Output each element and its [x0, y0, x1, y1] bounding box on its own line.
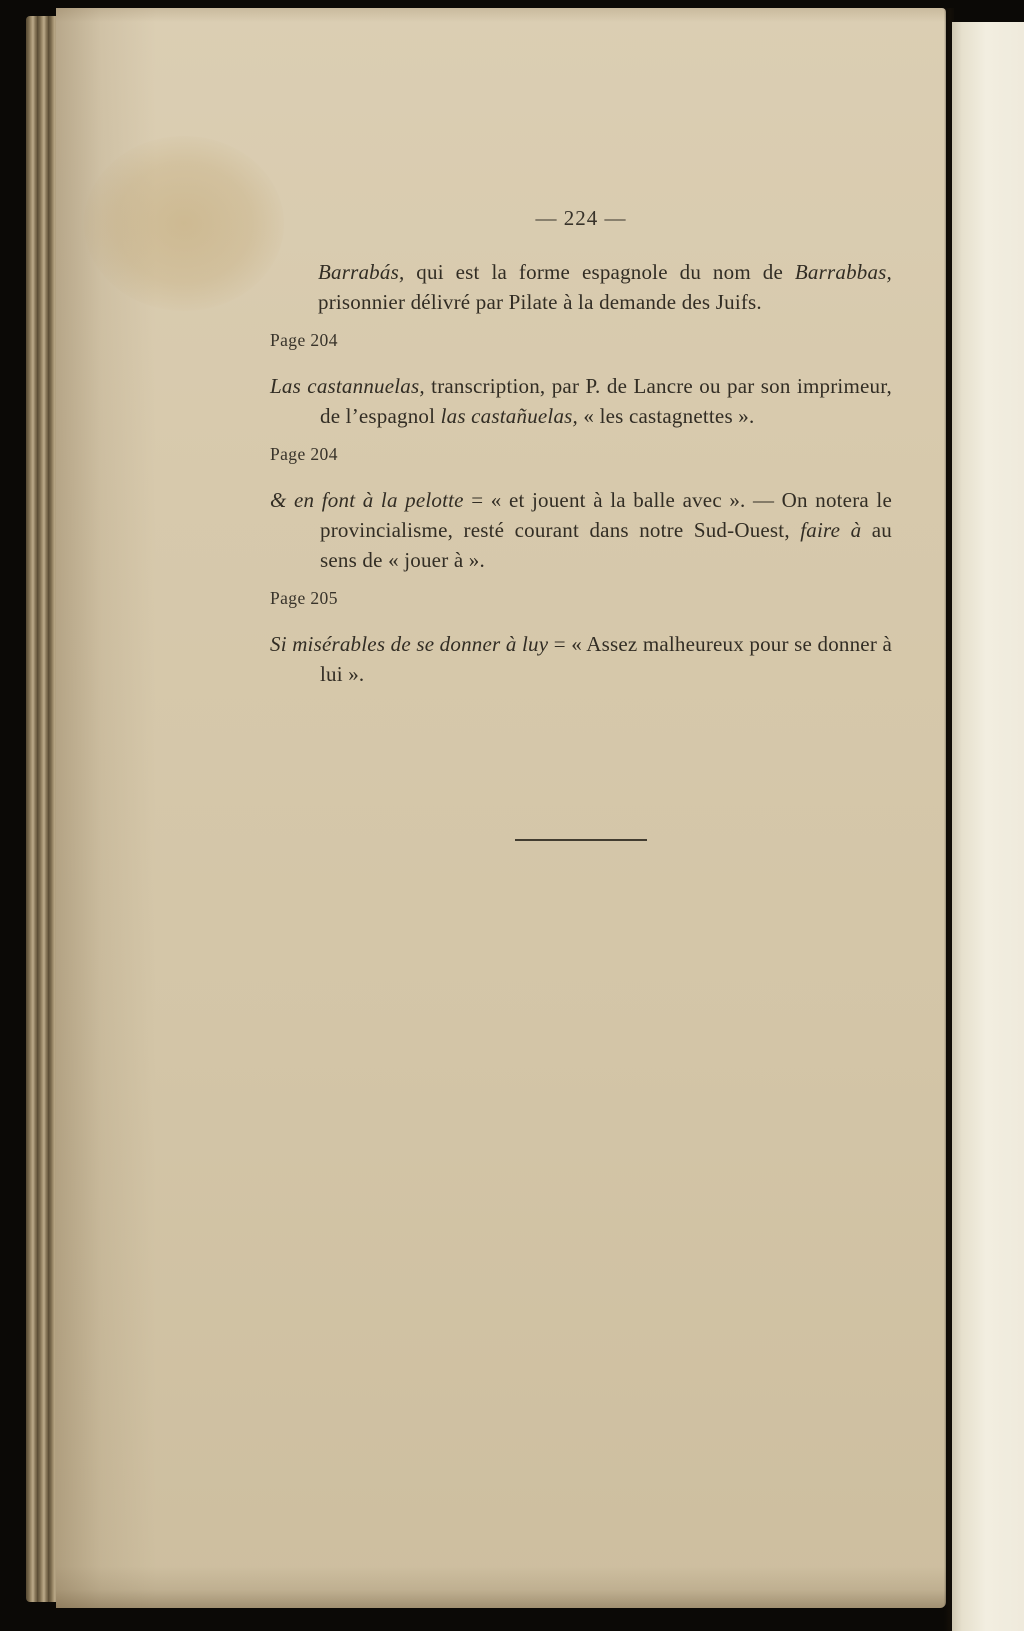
entry-term: faire à	[800, 518, 862, 542]
next-page-edge	[952, 22, 1024, 1631]
page-number: — 224 —	[535, 206, 627, 230]
end-of-section-divider	[515, 839, 647, 841]
page-reference: Page 204	[270, 444, 338, 464]
entry-term: & en font à la pelotte	[270, 488, 464, 512]
entry	[270, 485, 892, 575]
entry-text: = « Assez malheureux pour se donner à lui ».	[320, 632, 892, 686]
entry-term: Las castannuelas,	[270, 374, 425, 398]
entry-text: qui est la forme espagnole du nom de	[404, 260, 795, 284]
entry	[270, 371, 892, 431]
page-reference: Page 205	[270, 588, 338, 608]
entry-term: Si misérables de se donner à luy	[270, 632, 549, 656]
entry-term: las castañuelas,	[440, 404, 578, 428]
entry-text: au sens de « jouer à ».	[320, 518, 893, 572]
entry-text: transcription, par P. de Lancre ou par son imprimeur, de l’espagnol	[320, 374, 892, 428]
page-reference: Page 204	[270, 330, 338, 350]
paper-stain	[84, 136, 284, 311]
entry	[270, 257, 892, 317]
entry-term: Barrabbas,	[794, 260, 892, 284]
page-content	[270, 8, 892, 841]
book-page	[56, 8, 946, 1608]
entry-text: « les castagnettes ».	[577, 404, 755, 428]
entry-text: prisonnier délivré par Pilate à la demande des Juifs.	[318, 290, 762, 314]
entry-term: Barrabás,	[318, 260, 405, 284]
book-binding-page-edges	[26, 16, 58, 1602]
entry	[270, 629, 892, 689]
entry-text: = « et jouent à la balle avec ». — On notera le provincialisme, resté courant dans notre Sud-Ouest,	[320, 488, 892, 542]
